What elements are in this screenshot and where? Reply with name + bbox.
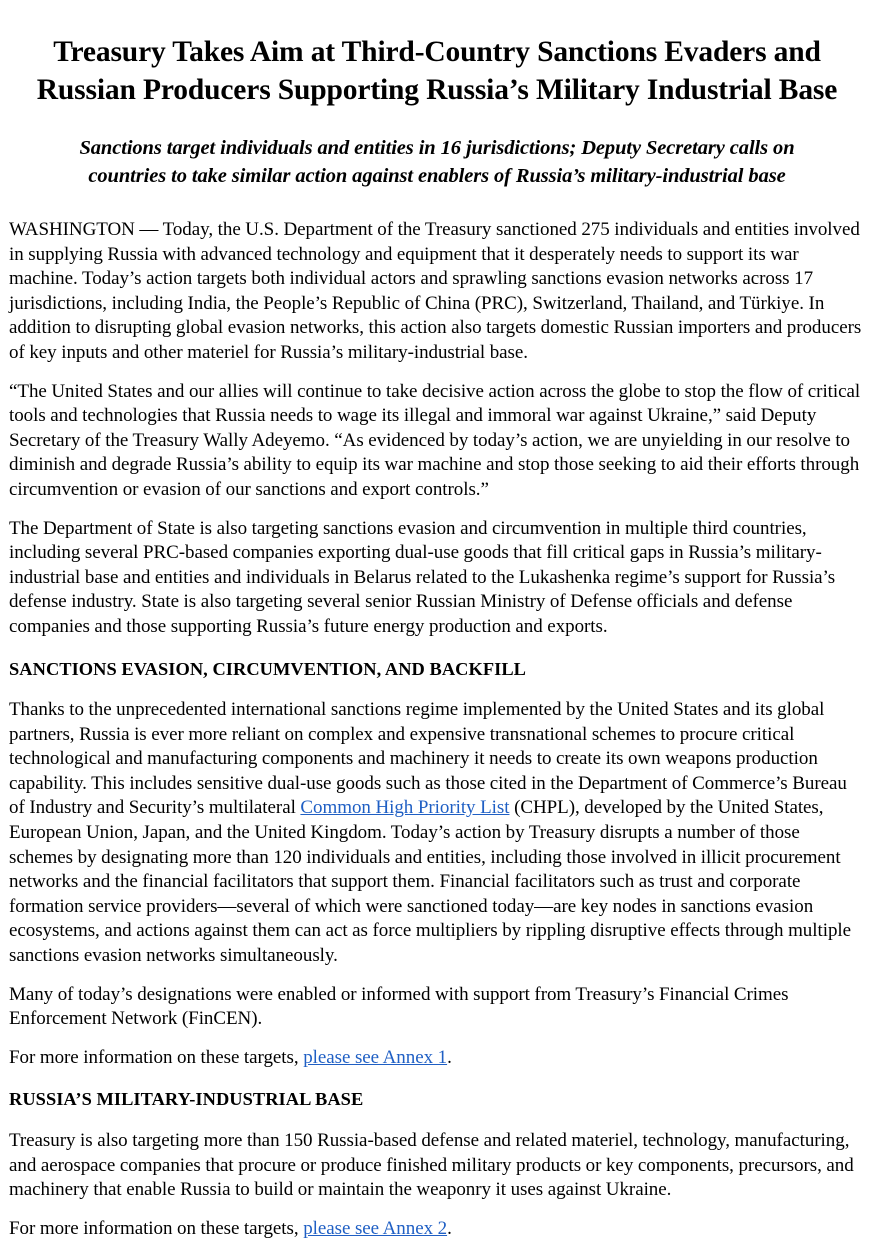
- paragraph-annex-1: [9, 1046, 865, 1071]
- annex-1-link[interactable]: please see Annex 1: [303, 1046, 448, 1068]
- paragraph-text-after-chpl-link: (CHPL), developed by the United States, European Union, Japan, and the United Kingdom. Today’s action by Treasury disrupts a number of those schemes by designating more than 120 individuals and entities, including those involved in illicit procurement networks and the financial facilitators that support them. Financial facilitators such as trust and corporate formation service providers—several of which were sanctioned today—are key nodes in sanctions evasion ecosystems, and actions against them can act as force multipliers by rippling disruptive effects through multiple sanctions evasion networks simultaneously.: [9, 797, 852, 967]
- page-title: Treasury Takes Aim at Third-Country Sanctions Evaders and Russian Producers Supporting Russia’s Military Industrial Base: [36, 36, 838, 106]
- annex-1-lead-in-text: For more information on these targets,: [9, 1046, 304, 1068]
- paragraph-procurement-schemes: [9, 698, 865, 969]
- paragraph-adeyemo-quote: “The United States and our allies will continue to take decisive action across the globe to stop the flow of critical tools and technologies that Russia needs to wage its illegal and immoral war against Ukraine,” said Deputy Secretary of the Treasury Wally Adeyemo. “As evidenced by today’s action, we are unyielding in our resolve to diminish and degrade Russia’s ability to equip its war machine and stop those seeking to aid their efforts through circumvention or evasion of our sanctions and export controls.”: [9, 380, 861, 500]
- common-high-priority-list-link[interactable]: Common High Priority List: [300, 797, 510, 819]
- page-subtitle: Sanctions target individuals and entities in 16 jurisdictions; Deputy Secretary calls on countries to take similar action against enablers of Russia’s military-industrial base: [79, 137, 795, 187]
- paragraph-dateline: WASHINGTON — Today, the U.S. Department of the Treasury sanctioned 275 individuals and entities involved in supplying Russia with advanced technology and equipment that it desperately needs to support its war machine. Today’s action targets both individual actors and sprawling sanctions evasion networks across 17 jurisdictions, including India, the People’s Republic of China (PRC), Switzerland, Thailand, and Türkiye. In addition to disrupting global evasion networks, this action also targets domestic Russian importers and producers of key inputs and other materiel for Russia’s military-industrial base.: [9, 219, 862, 363]
- paragraph-text-before-chpl-link: Thanks to the unprecedented international sanctions regime implemented by the United States and its global partners, Russia is ever more reliant on complex and expensive transnational schemes to procure critical technological and manufacturing components and machinery it needs to create its own weapons production capability. This includes sensitive dual-use goods such as those cited in the Department of Commerce’s Bureau of Industry and Security’s multilateral: [9, 699, 847, 819]
- article-body: [9, 218, 865, 1241]
- section-heading-sanctions-evasion: SANCTIONS EVASION, CIRCUMVENTION, AND BACKFILL: [9, 658, 526, 679]
- annex-2-lead-in-text: For more information on these targets,: [9, 1217, 304, 1239]
- paragraph-state-department: The Department of State is also targeting sanctions evasion and circumvention in multiple third countries, including several PRC-based companies exporting dual-use goods that fill critical gaps in Russia’s military-industrial base and entities and individuals in Belarus related to the Lukashenka regime’s support for Russia’s defense industry. State is also targeting several senior Russian Ministry of Defense officials and defense companies and those supporting Russia’s future energy production and exports.: [9, 517, 836, 637]
- annex-2-trailing-text: .: [447, 1217, 452, 1239]
- annex-2-link[interactable]: please see Annex 2: [303, 1217, 448, 1239]
- section-heading-military-industrial-base: RUSSIA’S MILITARY-INDUSTRIAL BASE: [9, 1089, 364, 1110]
- annex-1-trailing-text: .: [447, 1046, 452, 1068]
- paragraph-defense-companies: Treasury is also targeting more than 150 Russia-based defense and related materiel, technology, manufacturing, and aerospace companies that procure or produce finished military products or key components, precursors, and machinery that enable Russia to build or maintain the weaponry it uses against Ukraine.: [9, 1130, 854, 1201]
- paragraph-annex-2: [9, 1217, 865, 1241]
- paragraph-fincen: Many of today’s designations were enabled or informed with support from Treasury’s Financial Crimes Enforcement Network (FinCEN).: [9, 983, 789, 1030]
